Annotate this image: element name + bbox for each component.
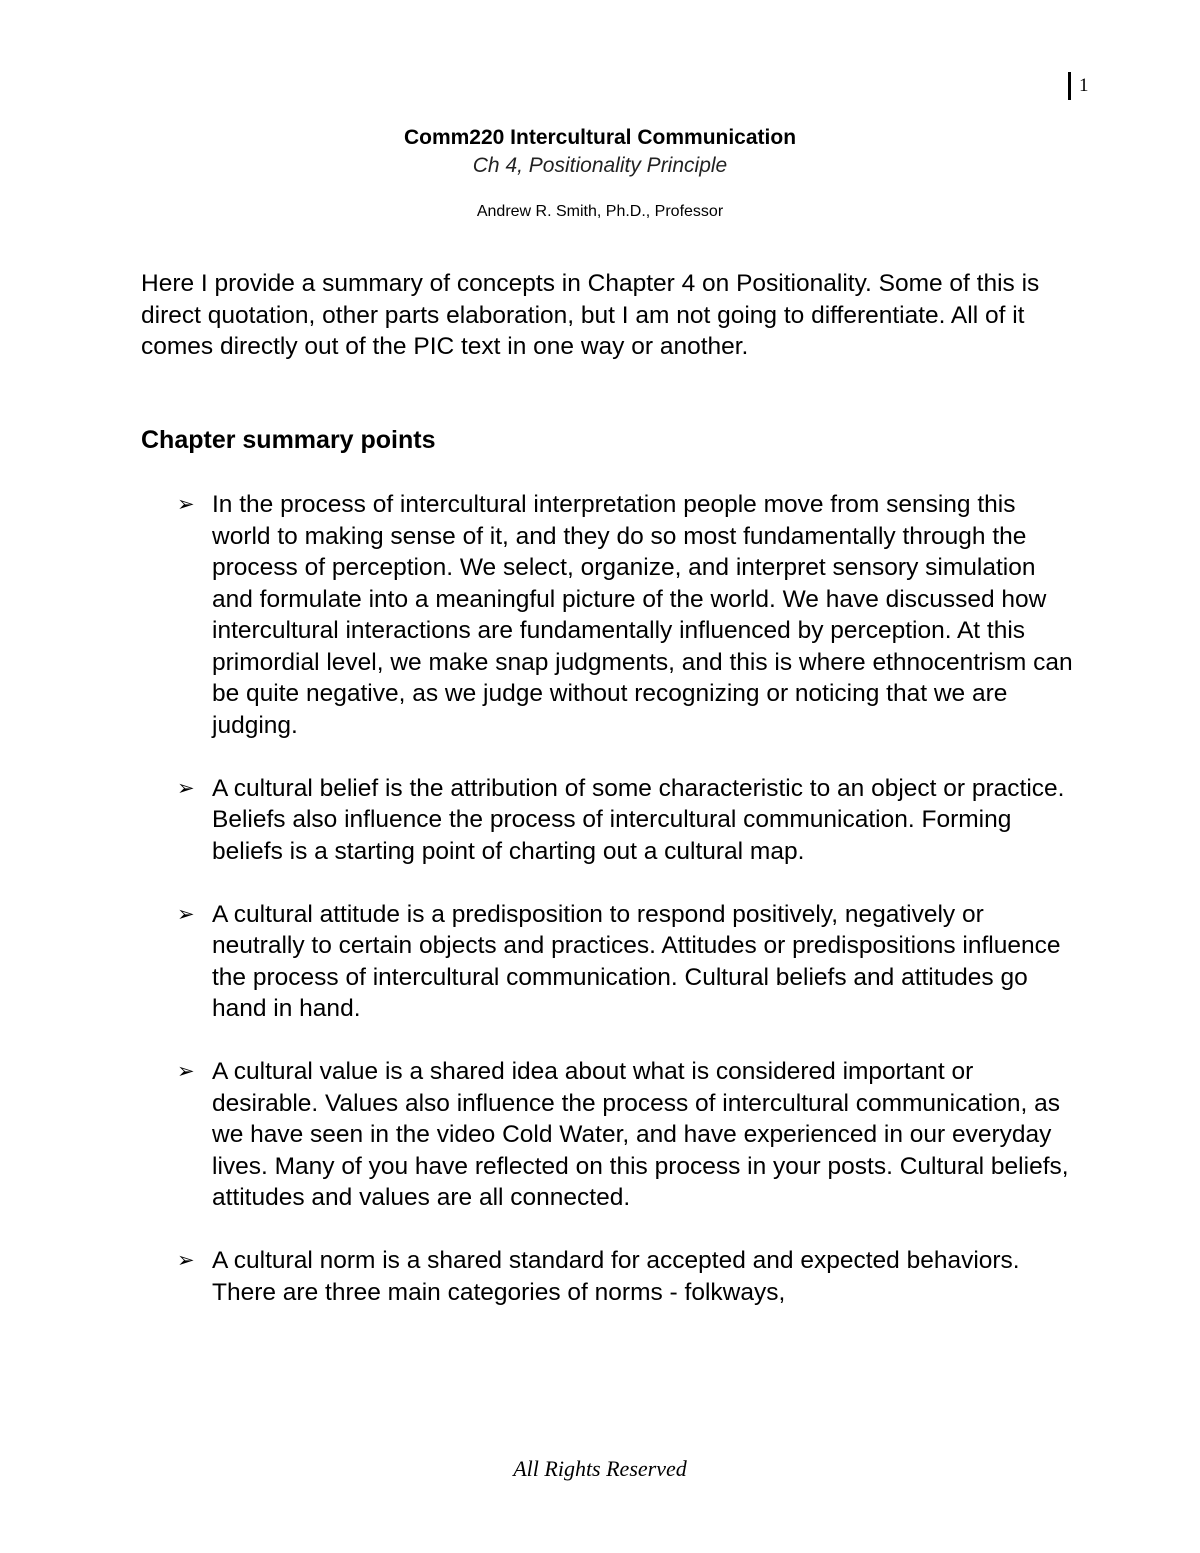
list-item bbox=[141, 773, 1076, 868]
list-item bbox=[141, 899, 1076, 1025]
list-item-text: In the process of intercultural interpretation people move from sensing this world to making sense of it, and they do so most fundamentally through the process of perception. We select, organize, and interpret sensory simulation and formulate into a meaningful picture of the world. We have discussed how intercultural interactions are fundamentally influenced by perception. At this primordial level, we make snap judgments, and this is where ethnocentrism can be quite negative, as we judge without recognizing or noticing that we are judging. bbox=[212, 491, 1073, 739]
footer-copyright: All Rights Reserved bbox=[513, 1456, 687, 1481]
page-number: 1 bbox=[1079, 75, 1089, 96]
list-item bbox=[141, 1245, 1076, 1308]
section-heading: Chapter summary points bbox=[141, 426, 436, 454]
author-line: Andrew R. Smith, Ph.D., Professor bbox=[476, 203, 724, 220]
list-item-text: A cultural value is a shared idea about what is considered important or desirable. Values also influence the process of intercultural communication, as we have seen in the video Cold Water, and have experienced in our everyday lives. Many of you have reflected on this process in your posts. Cultural beliefs, attitudes and values are all connected. bbox=[212, 1058, 1069, 1211]
intro-paragraph: Here I provide a summary of concepts in Chapter 4 on Positionality. Some of this is direct quotation, other parts elaboration, but I am not going to differentiate. All of it comes directly out of the PIC text in one way or another. bbox=[141, 270, 1040, 360]
list-item bbox=[141, 1056, 1076, 1214]
list-item bbox=[141, 489, 1076, 741]
list-item-text: A cultural norm is a shared standard for accepted and expected behaviors. There are three main categories of norms - folkways, bbox=[212, 1247, 1020, 1306]
course-title: Comm220 Intercultural Communication bbox=[403, 126, 797, 149]
page-number-area bbox=[1068, 72, 1089, 100]
document-header bbox=[0, 124, 1200, 222]
summary-points-list bbox=[141, 489, 1076, 1340]
chapter-subtitle: Ch 4, Positionality Principle bbox=[472, 154, 728, 177]
arrowhead-bullet-icon: ➢ bbox=[177, 775, 195, 800]
arrowhead-bullet-icon: ➢ bbox=[177, 1248, 195, 1272]
list-item-text: A cultural belief is the attribution of some characteristic to an object or practice. Beliefs also influence the process of intercultural communication. Forming beliefs is a starting point of charting out a cultural map. bbox=[212, 774, 1065, 865]
arrowhead-bullet-icon: ➢ bbox=[177, 901, 195, 926]
arrowhead-bullet-icon: ➢ bbox=[177, 492, 195, 516]
arrowhead-bullet-icon: ➢ bbox=[177, 1059, 195, 1083]
page-number-bar bbox=[1068, 72, 1071, 100]
list-item-text: A cultural attitude is a predisposition to respond positively, negatively or neutrally to certain objects and practices. Attitudes or predispositions influence the process of intercultural communication. Cultural beliefs and attitudes go hand in hand. bbox=[212, 900, 1061, 1022]
